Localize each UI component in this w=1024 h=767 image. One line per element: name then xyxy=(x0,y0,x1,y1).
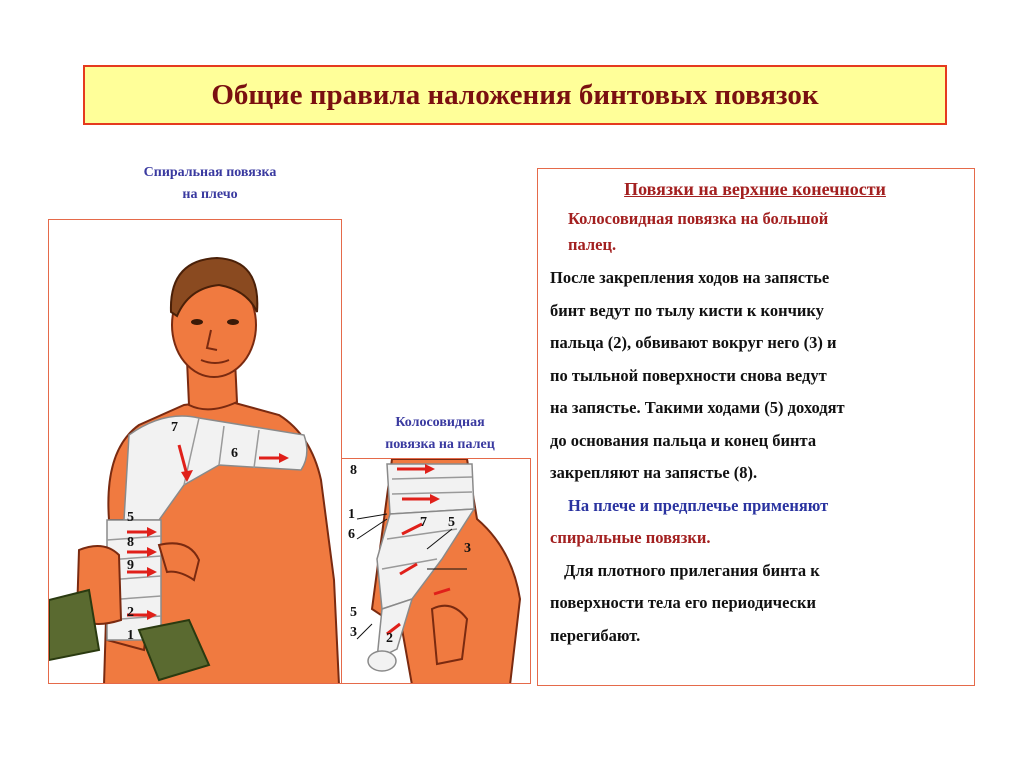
mid-label-7: 7 xyxy=(420,515,427,530)
middle-caption-line1: Колосовидная xyxy=(395,415,485,430)
mid-label-1: 1 xyxy=(348,507,355,522)
mid-label-3b: 3 xyxy=(350,625,357,640)
body-line: пальца (2), обвивают вокруг него (3) и xyxy=(550,333,837,352)
panel-heading: Повязки на верхние конечности xyxy=(624,179,886,199)
panel-red-line: спиральные повязки. xyxy=(550,528,711,547)
finger-bandage-illustration xyxy=(341,458,531,684)
panel-subheading-line2: палец. xyxy=(568,235,617,254)
last-line: Для плотного прилегания бинта к xyxy=(564,560,820,580)
body-line: по тыльной поверхности снова ведут xyxy=(550,365,827,385)
left-caption xyxy=(95,162,325,206)
title-banner xyxy=(83,65,947,125)
panel-blue-line: На плече и предплечье применяют xyxy=(568,495,829,515)
last-line: перегибают. xyxy=(550,625,641,645)
body-line: закрепляют на запястье (8). xyxy=(550,463,758,482)
mid-label-3: 3 xyxy=(464,541,471,556)
panel-body xyxy=(550,262,960,490)
body-line: на запястье. Такими ходами (5) доходят xyxy=(550,398,845,417)
mid-label-5b: 5 xyxy=(350,605,357,620)
panel-last-block xyxy=(550,555,960,653)
label-1: 1 xyxy=(127,628,134,643)
label-5: 5 xyxy=(127,510,134,525)
label-7: 7 xyxy=(171,420,178,435)
mid-label-8: 8 xyxy=(350,463,357,478)
body-line: бинт ведут по тылу кисти к кончику xyxy=(550,300,824,320)
body-line: После закрепления ходов на запястье xyxy=(550,268,830,287)
body-line: до основания пальца и конец бинта xyxy=(550,430,817,450)
label-9: 9 xyxy=(127,558,134,573)
label-6: 6 xyxy=(231,446,238,461)
mid-label-2: 2 xyxy=(386,631,393,646)
middle-caption-line2: повязка на палец xyxy=(385,437,495,452)
finger-bandage-drawing xyxy=(342,459,531,684)
left-caption-line2: на плечо xyxy=(182,187,238,202)
label-2: 2 xyxy=(127,605,134,620)
instructions-panel xyxy=(537,168,975,686)
label-8: 8 xyxy=(127,535,134,550)
panel-subheading-line1: Колосовидная повязка на большой xyxy=(568,209,829,228)
mid-label-6: 6 xyxy=(348,527,355,542)
last-line: поверхности тела его периодически xyxy=(550,593,816,612)
mid-label-5: 5 xyxy=(448,515,455,530)
shoulder-bandage-illustration xyxy=(48,219,342,684)
page-title: Общие правила наложения бинтовых повязок xyxy=(211,78,819,111)
middle-caption xyxy=(350,412,530,456)
shoulder-bandage-drawing xyxy=(49,220,342,684)
left-caption-line1: Спиральная повязка xyxy=(143,165,277,180)
